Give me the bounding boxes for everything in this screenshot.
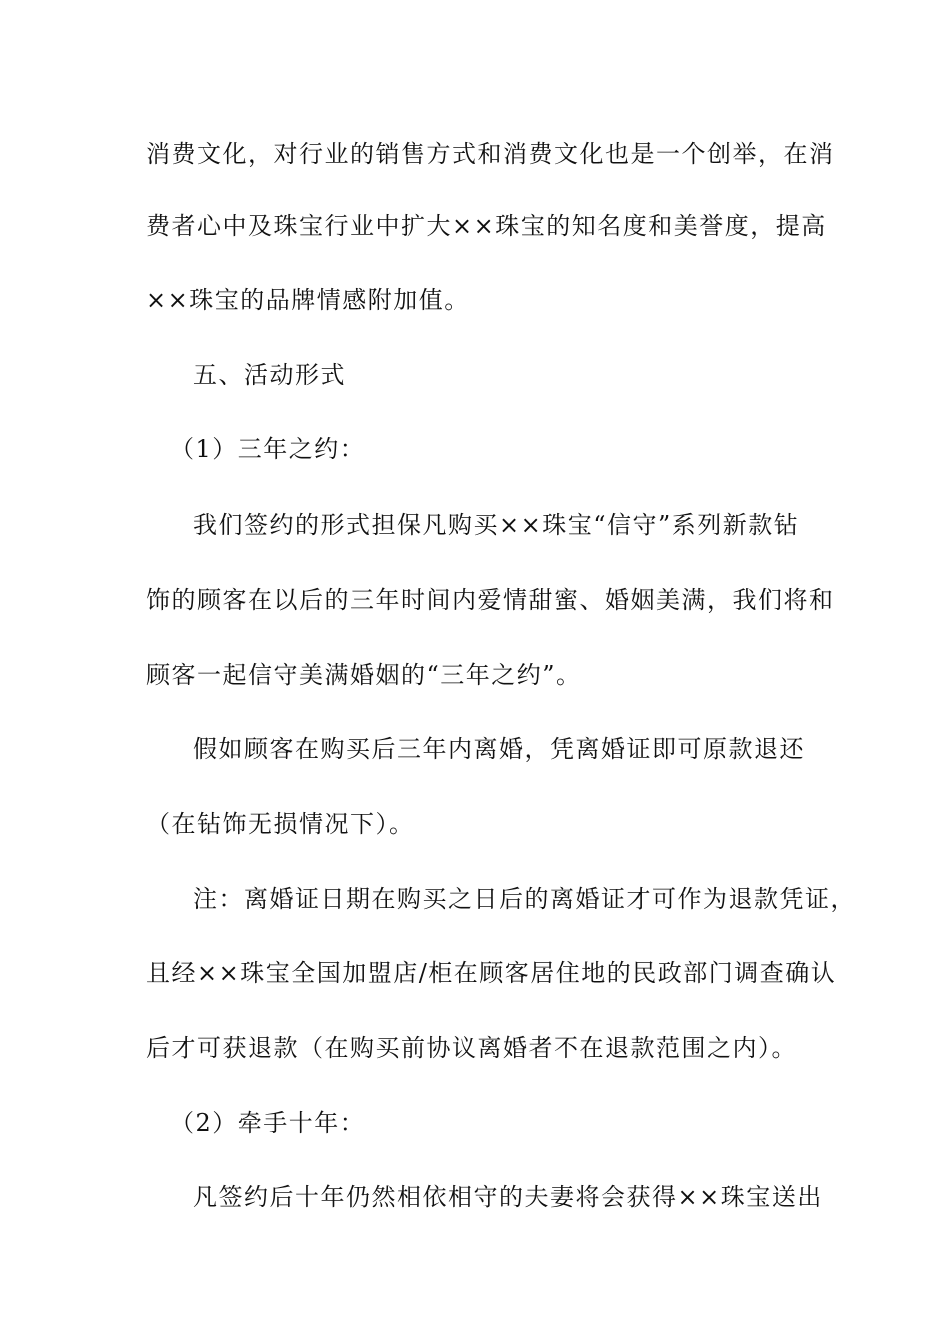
paragraph-line: 消费文化，对行业的销售方式和消费文化也是一个创举，在消: [146, 140, 835, 168]
note-line: 且经××珠宝全国加盟店/柜在顾客居住地的民政部门调查确认: [146, 959, 837, 987]
subsection-heading: （1）三年之约：: [170, 435, 366, 463]
note-line: 后才可获退款（在购买前协议离婚者不在退款范围之内）。: [146, 1034, 797, 1062]
paragraph-line: （在钻饰无损情况下）。: [146, 810, 415, 838]
paragraph-line: ××珠宝的品牌情感附加值。: [146, 286, 470, 314]
section-heading: 五、活动形式: [193, 361, 346, 389]
paragraph-line: 饰的顾客在以后的三年时间内爱情甜蜜、婚姻美满，我们将和: [146, 586, 835, 614]
paragraph-line: 凡签约后十年仍然相依相守的夫妻将会获得××珠宝送出: [193, 1183, 823, 1211]
note-line: 注：离婚证日期在购买之日后的离婚证才可作为退款凭证，: [193, 885, 856, 913]
subsection-heading: （2）牵手十年：: [170, 1109, 366, 1137]
paragraph-line: 顾客一起信守美满婚姻的“三年之约”。: [146, 661, 582, 689]
paragraph-line: 我们签约的形式担保凡购买××珠宝“信守”系列新款钻: [193, 511, 800, 539]
paragraph-line: 假如顾客在购买后三年内离婚，凭离婚证即可原款退还: [193, 735, 805, 763]
paragraph-line: 费者心中及珠宝行业中扩大××珠宝的知名度和美誉度，提高: [146, 212, 827, 240]
